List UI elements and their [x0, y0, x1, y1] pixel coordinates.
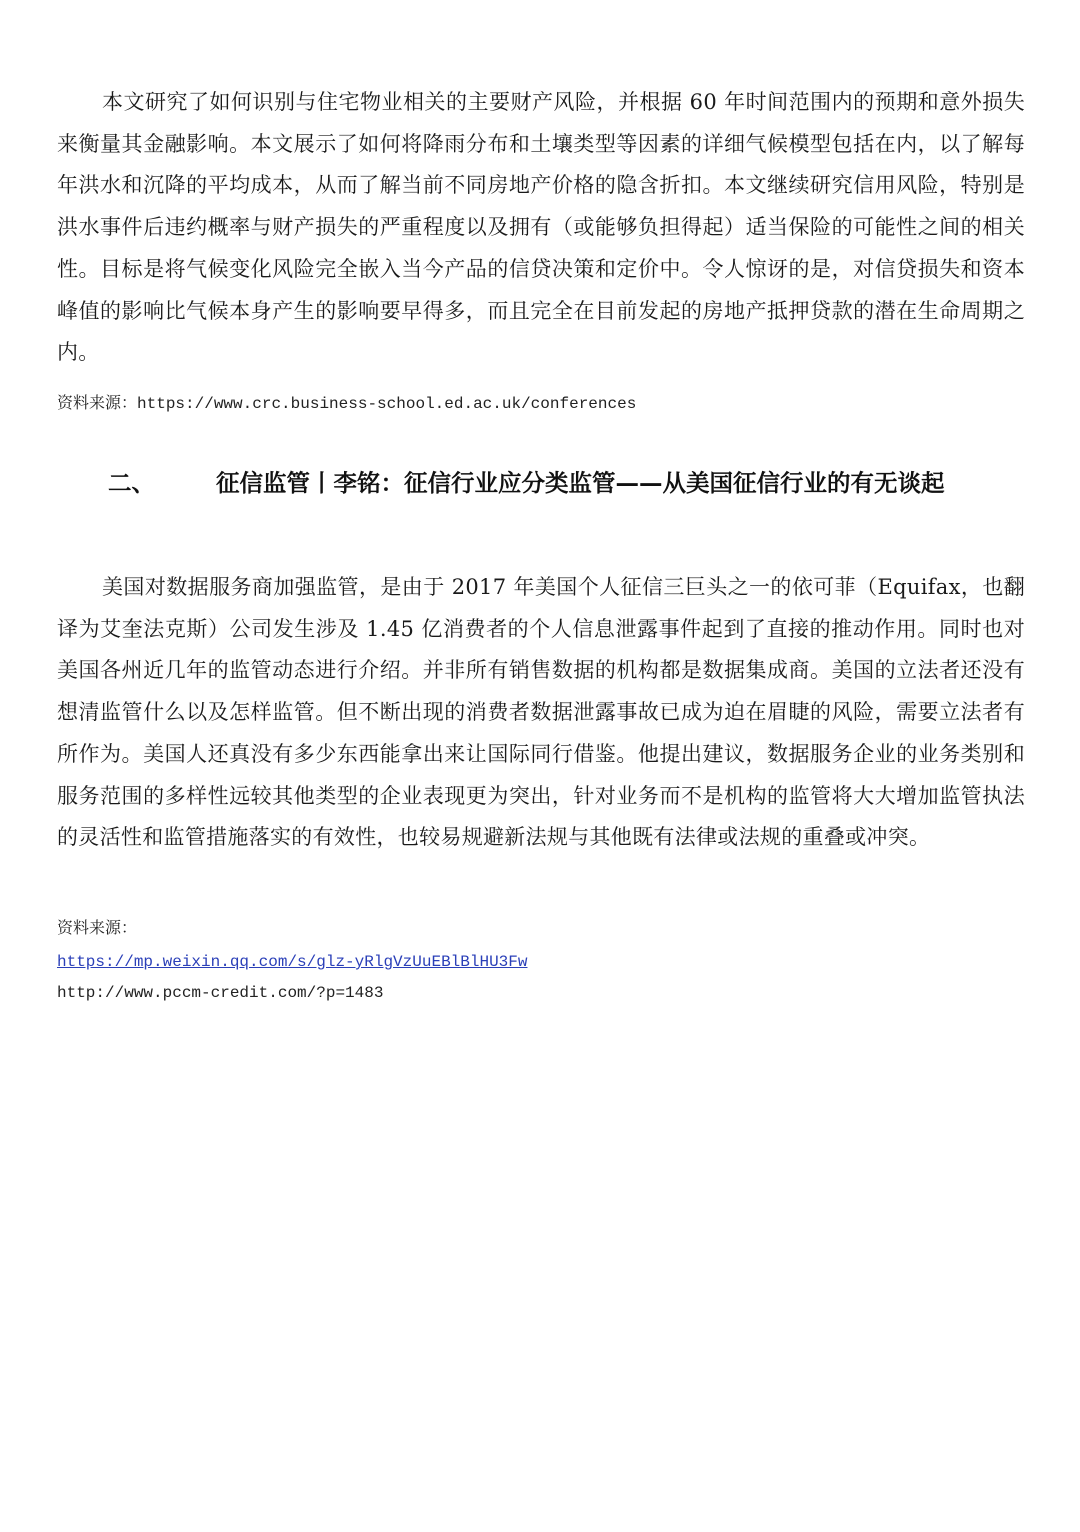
source-label: 资料来源： [57, 393, 138, 412]
section1-paragraph: 本文研究了如何识别与住宅物业相关的主要财产风险，并根据 60 年时间范围内的预期和意外损失来衡量其金融影响。本文展示了如何将降雨分布和土壤类型等因素的详细气候模型包括在内，以了解每年洪水和沉降的平均成本，从而了解当前不同房地产价格的隐含折扣。本文继续研究信用风险，特别是洪水事件后违约概率与财产损失的严重程度以及拥有（或能够负担得起）适当保险的可能性之间的相关性。目标是将气候变化风险完全嵌入当今产品的信贷决策和定价中。令人惊讶的是，对信贷损失和资本峰值的影响比气候本身产生的影响要早得多，而且完全在目前发起的房地产抵押贷款的潜在生命周期之内。 [57, 90, 1025, 365]
section2-source-link-line [57, 951, 527, 972]
section2-source-label: 资料来源： [57, 918, 138, 937]
weixin-article-link[interactable]: https://mp.weixin.qq.com/s/glz-yRlgVzUuEBlBlHU3Fw [57, 953, 528, 971]
pccm-credit-url: http://www.pccm-credit.com/?p=1483 [57, 984, 384, 1002]
section2-paragraph: 美国对数据服务商加强监管，是由于 2017 年美国个人征信三巨头之一的依可菲（Equifax，也翻译为艾奎法克斯）公司发生涉及 1.45 亿消费者的个人信息泄露事件起到了直接的推动作用。同时也对美国各州近几年的监管动态进行介绍。并非所有销售数据的机构都是数据集成商。美国的立法者还没有想清监管什么以及怎样监管。但不断出现的消费者数据泄露事故已成为迫在眉睫的风险，需要立法者有所作为。美国人还真没有多少东西能拿出来让国际同行借鉴。他提出建议，数据服务企业的业务类别和服务范围的多样性远较其他类型的企业表现更为突出，针对业务而不是机构的监管将大大增加监管执法的灵活性和监管措施落实的有效性，也较易规避新法规与其他既有法律或法规的重叠或冲突。 [57, 575, 1025, 850]
section1-source [57, 393, 636, 414]
section-title: 征信监管丨李铭：征信行业应分类监管——从美国征信行业的有无谈起 [216, 469, 945, 497]
source-url: https://www.crc.business-school.ed.ac.uk/conferences [137, 395, 637, 413]
section2-heading [108, 462, 1028, 504]
section-number: 二、 [108, 469, 155, 497]
section2-source-url2-line [57, 982, 383, 1003]
